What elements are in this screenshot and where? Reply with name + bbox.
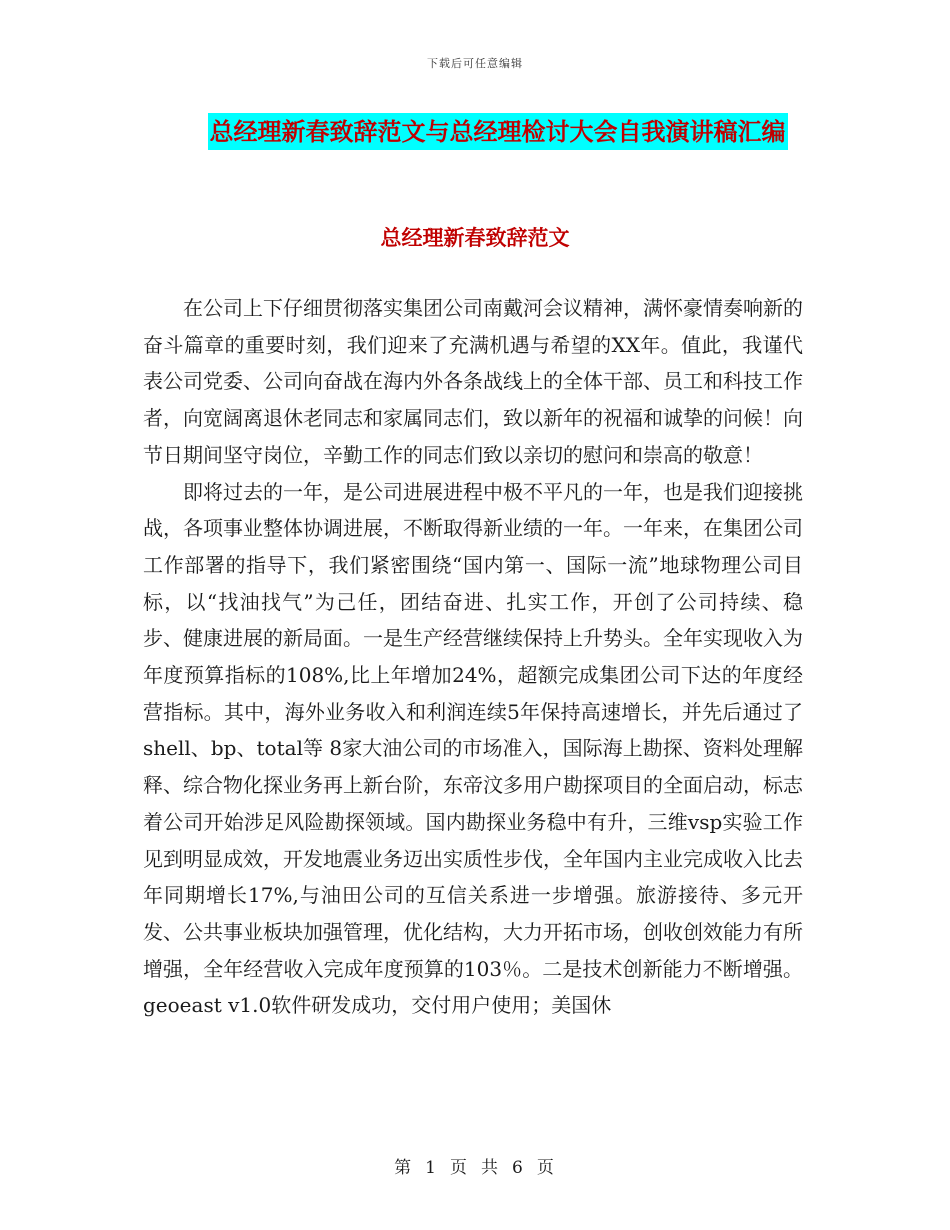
header-note: 下载后可任意编辑	[427, 57, 523, 70]
footer-total-pages: 6	[512, 1158, 525, 1178]
footer-label-unit: 页	[450, 1158, 469, 1178]
section-title: 总经理新春致辞范文	[380, 225, 570, 250]
paragraph-1: 在公司上下仔细贯彻落实集团公司南戴河会议精神，满怀豪情奏响新的奋斗篇章的重要时刻，我们迎来了充满机遇与希望的XX年。值此，我谨代表公司党委、公司向奋战在海内外各条战线上的全体干部、员工和科技工作者，向宽阔离退休老同志和家属同志们，致以新年的祝福和诚挚的问候！向节日期间坚守岗位，辛勤工作的同志们致以亲切的慰问和崇高的敬意！	[143, 296, 803, 467]
document-title-text: 总经理新春致辞范文与总经理检讨大会自我演讲稿汇编	[208, 113, 788, 150]
footer-label-total: 共	[481, 1158, 500, 1178]
footer-current-page: 1	[425, 1158, 438, 1178]
paragraph-2: 即将过去的一年，是公司进展进程中极不平凡的一年，也是我们迎接挑战，各项事业整体协调进展，不断取得新业绩的一年。一年来，在集团公司工作部署的指导下，我们紧密围绕“国内第一、国际一流”地球物理公司目标，以“找油找气”为己任，团结奋进、扎实工作，开创了公司持续、稳步、健康进展的新局面。一是生产经营继续保持上升势头。全年实现收入为年度预算指标的108%,比上年增加24%，超额完成集团公司下达的年度经营指标。其中，海外业务收入和利润连续5年保持高速增长，并先后通过了shell、bp、total等 8家大油公司的市场准入，国际海上勘探、资料处理解释、综合物化探业务再上新台阶，东帝汶多用户勘探项目的全面启动，标志着公司开始涉足风险勘探领域。国内勘探业务稳中有升，三维vsp实验工作见到明显成效，开发地震业务迈出实质性步伐，全年国内主业完成收入比去年同期增长17%,与油田公司的互信关系进一步增强。旅游接待、多元开发、公共事业板块加强管理，优化结构，大力开拓市场，创收创效能力有所增强，全年经营收入完成年度预算的103％。二是技术创新能力不断增强。geoeast v1.0软件研发成功，交付用户使用；美国休	[143, 479, 803, 1018]
body-text	[143, 290, 803, 1024]
page-footer	[0, 1153, 950, 1178]
document-title	[190, 106, 805, 158]
footer-label-unit-end: 页	[536, 1158, 556, 1178]
footer-label-page: 第	[394, 1158, 414, 1178]
